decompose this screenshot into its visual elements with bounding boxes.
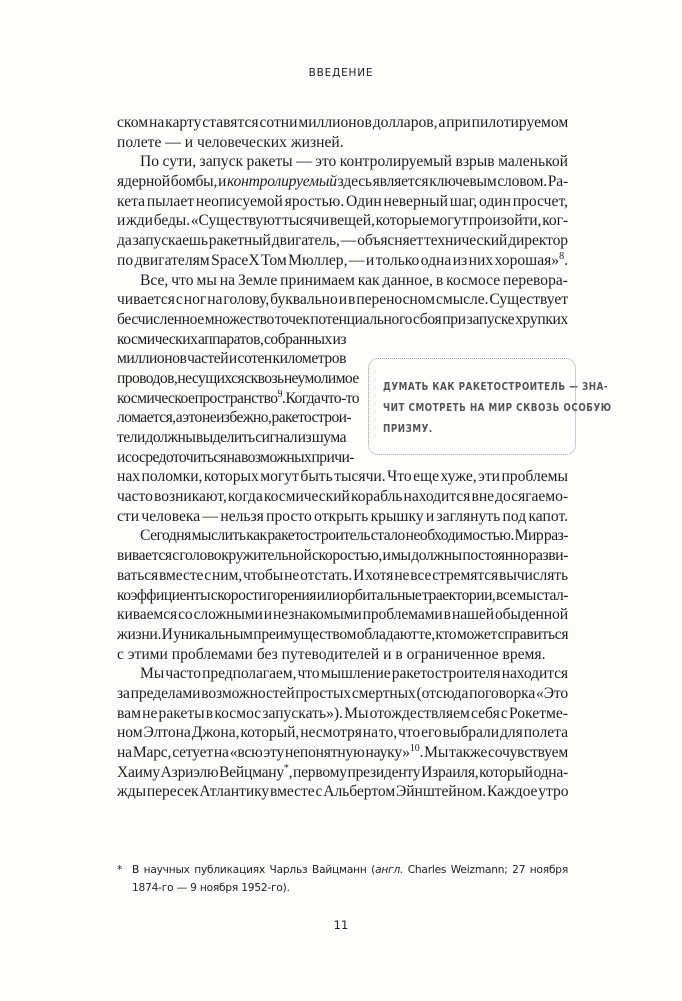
text-segment: киваемся со сложными и незнакомыми проблемами в нашей обыденной <box>117 606 568 624</box>
text-line <box>117 290 568 310</box>
text-segment: ском на карту ставятся сотни миллионов долларов, а при пилотируемом <box>117 114 569 131</box>
footnote-text-part: Charles Weizmann; 27 ноября 1874-го — 9 ноября 1952-го). <box>132 864 568 894</box>
text-segment: По сути, запуск ракеты — это контролируемый взрыв маленькой <box>140 153 568 171</box>
emphasis: контролируемый <box>226 173 337 191</box>
text-line <box>117 625 568 645</box>
text-line <box>117 645 568 665</box>
text-line <box>117 388 359 409</box>
text-line <box>117 526 568 546</box>
text-segment: проводов, несущихся сквозь неумолимое <box>117 369 359 387</box>
text-line <box>117 192 568 212</box>
text-segment: жизни. И уникальным преимуществом обладают те, кто может справиться <box>117 625 569 643</box>
footnote-italic: англ. <box>375 864 404 876</box>
footnote-text-part: В научных публикациях Чарльз Вайцманн ( <box>132 864 376 876</box>
text-line <box>117 408 352 428</box>
footnote-reference: 10 <box>409 743 420 754</box>
text-line <box>117 743 568 763</box>
pull-quote-line: ДУМАТЬ КАК РАКЕТОСТРОИТЕЛЬ — ЗНА- <box>383 382 609 393</box>
text-line <box>117 251 568 271</box>
text-segment: жды пересек Атлантику вместе с Альбертом Эйнштейном. Каждое утро <box>117 783 569 801</box>
text-segment: космических аппаратов, собранных из <box>117 330 346 348</box>
text-line <box>117 133 568 153</box>
text-segment: бесчисленное множество точек потенциального сбоя при запуске хрупких <box>117 310 568 328</box>
text-segment: космическое пространство <box>117 389 278 407</box>
text-line <box>117 369 359 389</box>
footnote-reference: 9 <box>277 388 282 400</box>
text-line <box>117 467 568 487</box>
text-line <box>117 113 568 133</box>
text-line <box>117 310 568 330</box>
text-segment: Все, что мы на Земле принимаем как данное, в космосе перевора- <box>140 271 568 289</box>
text-line <box>117 546 568 566</box>
text-segment: за пределами возможностей простых смертных (отсюда поговорка «Это <box>117 684 569 702</box>
text-line <box>117 723 568 743</box>
text-segment: ваться вместе с ним, чтобы не отстать. И хотя не все стремятся вычислять <box>117 566 568 584</box>
text-segment: и сосредоточиться на возможных причи- <box>117 448 354 466</box>
text-segment: по двигателям SpaceX Том Мюллер, — и только одна из них хорошая» <box>117 251 560 269</box>
body-text <box>117 113 612 802</box>
text-line <box>117 605 568 625</box>
text-segment: Хаиму Азриэлю Вейцману <box>117 763 284 781</box>
text-segment: вивается с головокружительной скоростью, и мы должны постоянно разви- <box>117 547 568 565</box>
text-segment: и жди беды. «Существуют тысячи вещей, которые могут произойти, ког- <box>117 212 568 230</box>
text-line <box>117 428 346 448</box>
text-line <box>117 211 568 231</box>
text-segment: Сегодня мыслить как ракетостроитель стало необходимостью. Мир раз- <box>140 527 568 545</box>
text-segment: миллионов частей и сотен километров <box>117 350 346 368</box>
text-segment: ядерной бомбы, и <box>117 173 227 191</box>
text-line <box>117 231 568 251</box>
text-segment: коэффициенты скорости горения или орбитальные траектории, все мы стал- <box>117 586 568 604</box>
text-line <box>117 763 568 783</box>
page-number: 11 <box>333 918 349 932</box>
text-segment: , первому президенту Израиля, который одна- <box>288 763 568 781</box>
footnote-reference: * <box>283 762 289 774</box>
text-line <box>117 507 568 527</box>
text-segment: чивается с ног на голову, буквально и в переносном смысле. Существует <box>117 291 568 309</box>
text-segment: да запускаешь ракетный двигатель, — объясняет технический директор <box>117 232 568 250</box>
text-segment: на Марс, сетует на «всю эту непонятную науку» <box>117 744 410 761</box>
text-line <box>117 684 568 704</box>
text-line <box>117 566 568 586</box>
pull-quote-line: ПРИЗМУ. <box>383 424 433 435</box>
text-segment: ломается, а это неизбежно, ракетострои- <box>117 409 352 427</box>
text-line <box>117 330 346 350</box>
footnote-mark: * <box>117 864 123 876</box>
text-segment: здесь является ключевым словом. Ра- <box>336 173 568 191</box>
footnote-reference: 8 <box>559 250 565 262</box>
text-segment: часто возникают, когда космический корабль находится вне досягаемо- <box>117 488 568 506</box>
pull-quote-text <box>383 377 612 440</box>
text-segment: . Мы также сочувствуем <box>419 744 568 761</box>
text-segment: . Когда что-то <box>281 389 359 407</box>
text-line <box>117 586 568 606</box>
text-segment: . <box>564 251 568 269</box>
text-segment: ном Элтона Джона, который, несмотря на то, что его выбрали для полета <box>117 724 568 742</box>
text-line <box>117 487 568 507</box>
footnote <box>117 861 568 897</box>
text-line <box>117 172 568 192</box>
text-segment: нах поломки, которых могут быть тысячи. Что еще хуже, эти проблемы <box>117 468 568 486</box>
pull-quote-box <box>368 358 612 455</box>
text-line <box>117 349 346 369</box>
text-segment: с этими проблемами без путеводителей и в ограниченное время. <box>117 645 546 663</box>
running-head: ВВЕДЕНИЕ <box>308 67 374 79</box>
text-segment: сти человека — нельзя просто открыть крышку и заглянуть под капот. <box>117 507 568 525</box>
text-line <box>117 782 568 802</box>
text-line <box>117 704 568 724</box>
pull-quote-line: ЧИТ СМОТРЕТЬ НА МИР СКВОЗЬ ОСОБУЮ <box>383 403 612 414</box>
text-line <box>117 152 568 172</box>
text-line <box>117 271 568 291</box>
text-segment: Мы часто предполагаем, что мышление ракетостроителя находится <box>140 665 568 683</box>
text-segment: кета пылает неописуемой яростью. Один неверный шаг, один просчет, <box>117 192 568 210</box>
text-segment: вам не ракеты в космос запускать»). Мы отождествляем себя с Рокетме- <box>117 704 568 722</box>
text-segment: полете — и человеческих жизней. <box>117 133 344 151</box>
text-segment: тели должны выделить сигнал из шума <box>117 429 346 446</box>
footnote-text <box>132 861 568 897</box>
text-line <box>117 664 568 684</box>
text-line <box>117 448 354 468</box>
